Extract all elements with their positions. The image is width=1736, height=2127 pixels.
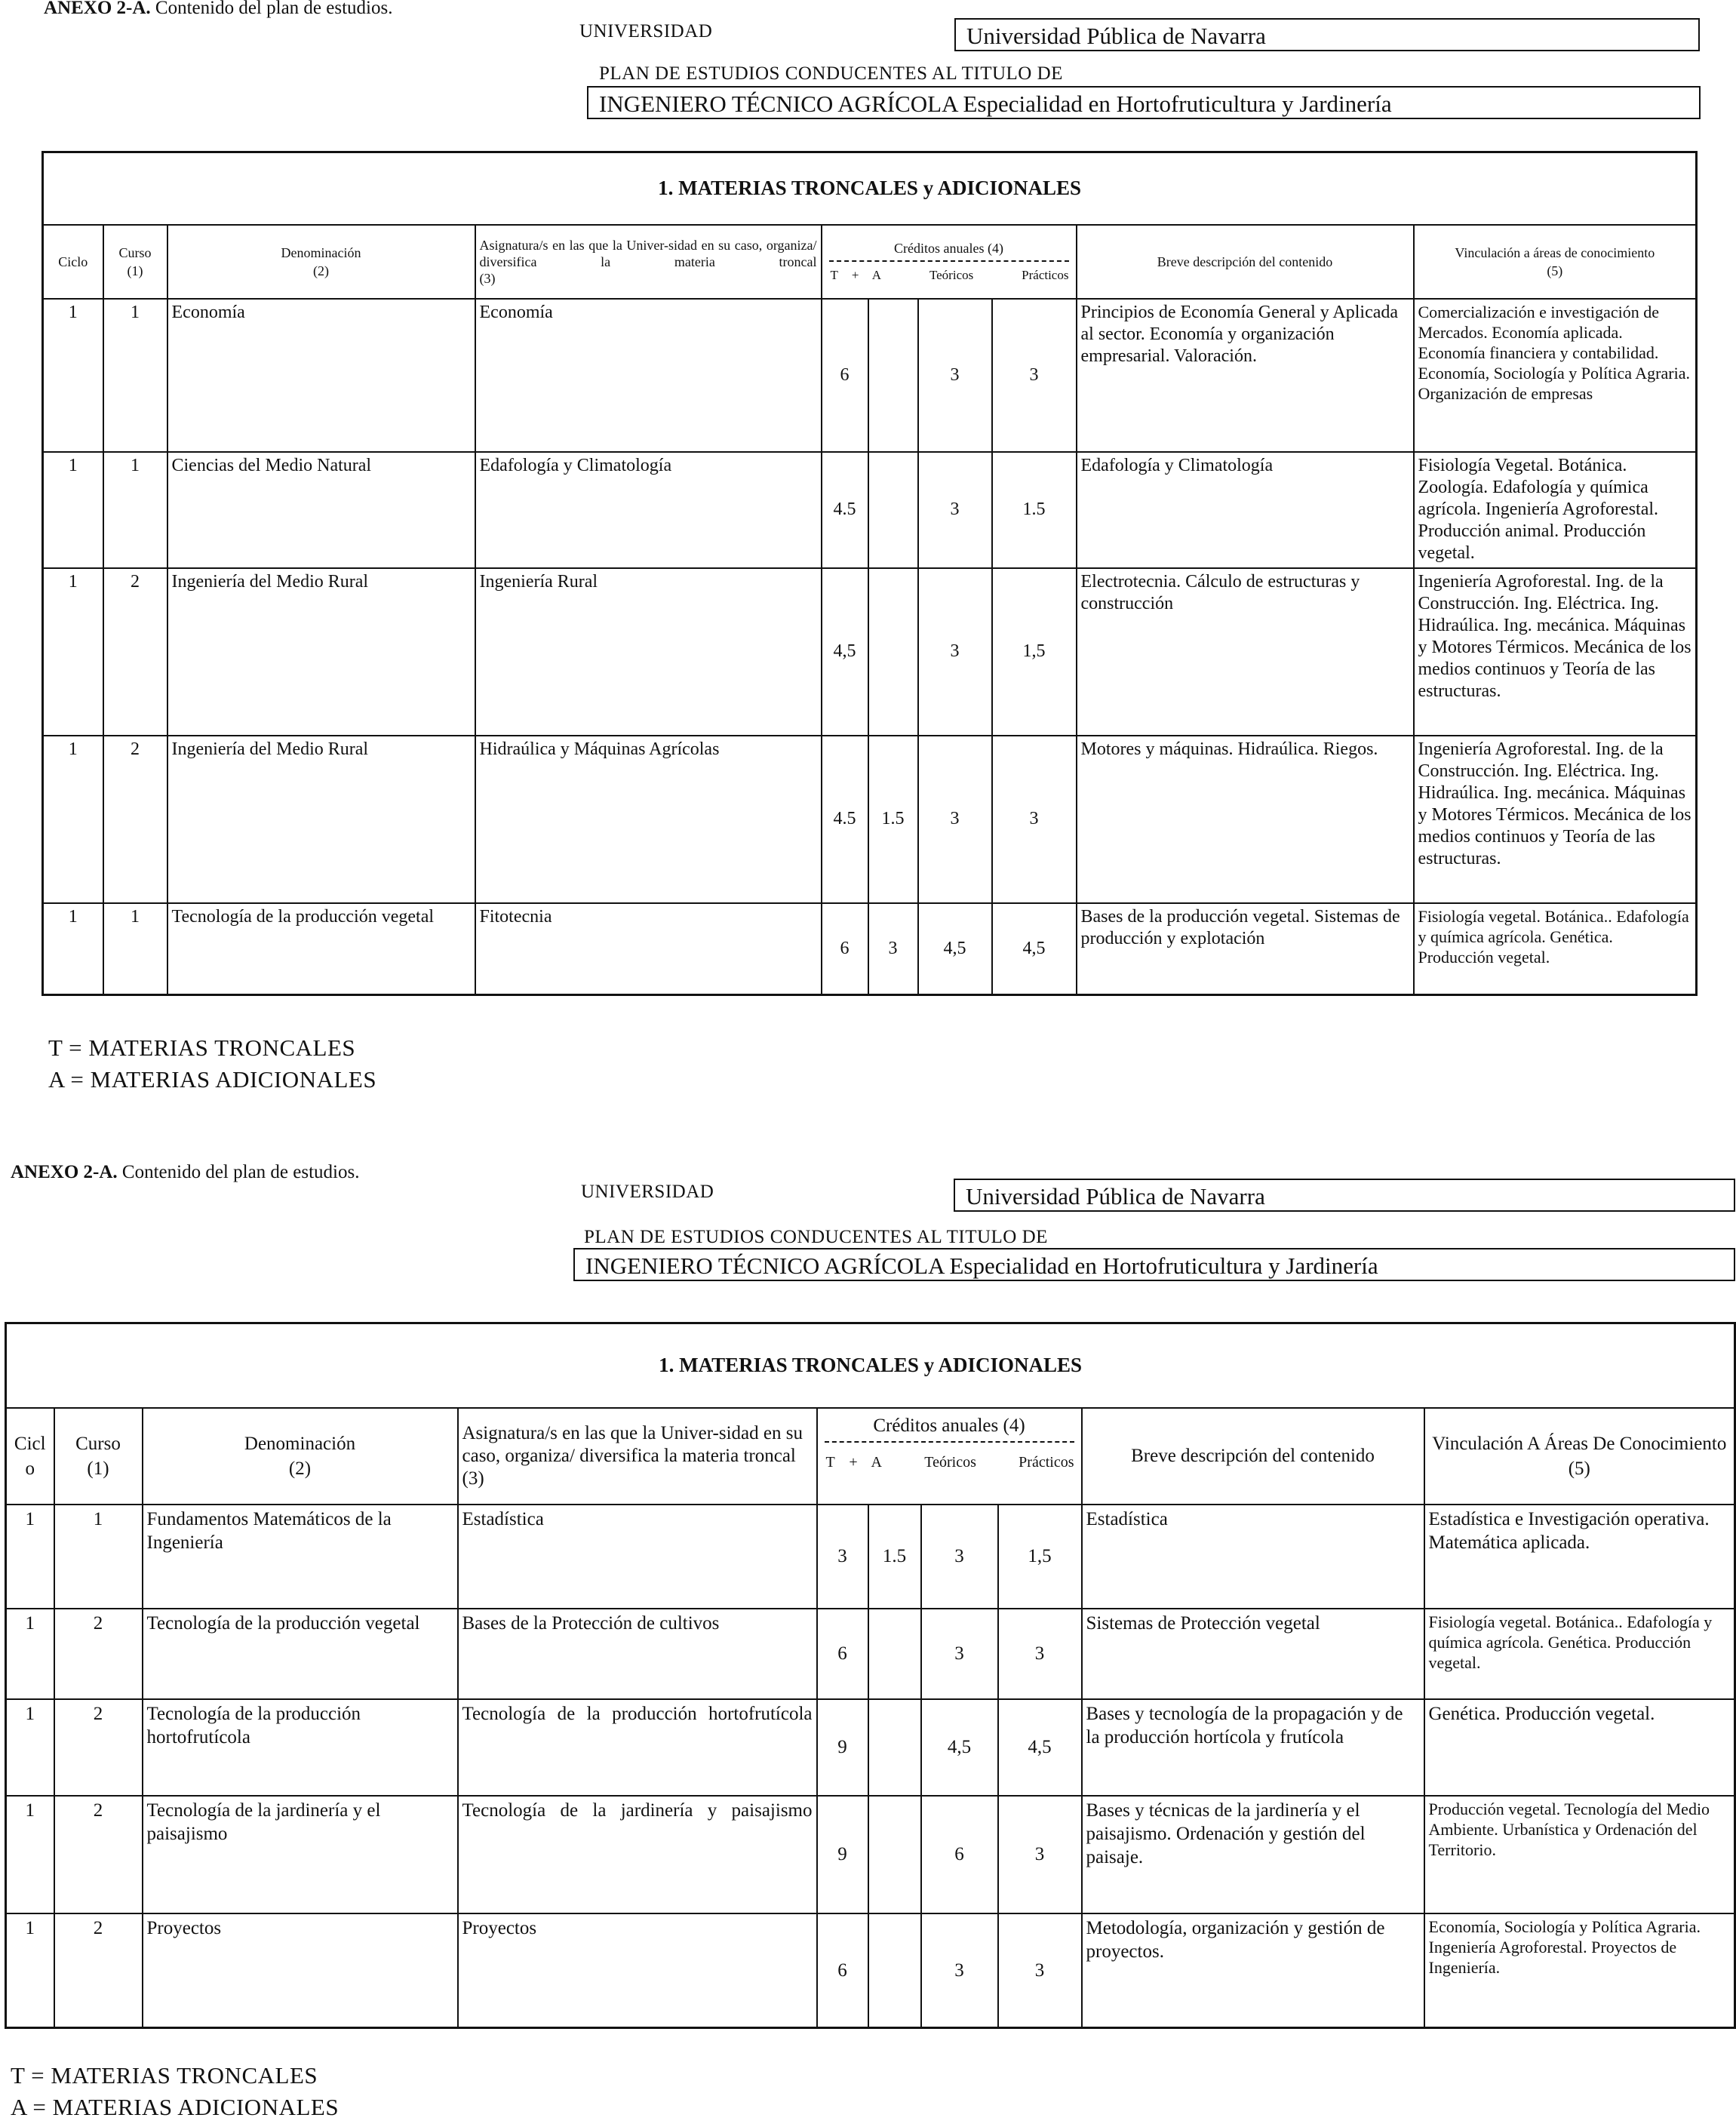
col-asignatura: Asignatura/s en las que la Univer-sidad en su caso, organiza/ diversifica la materia troncal (3) <box>475 225 822 299</box>
universidad-box: Universidad Pública de Navarra <box>954 1179 1735 1212</box>
table-row: 1 1 Tecnología de la producción vegetal Fitotecnia 6 3 4,5 4,5 Bases de la producción vegetal. Sistemas de producción y explotación Fisiología vegetal. Botánica.. Edafología y química agrícola. Genética. Producción vegetal. <box>43 903 1697 995</box>
table-row: 1 2 Tecnología de la producción hortofrutícola Tecnología de la producción hortofrutícola 9 4,5 4,5 Bases y tecnología de la propagación y de la producción hortícola y frutícola Genética. Producción vegetal. <box>6 1699 1735 1796</box>
col-denominacion: Denominación (2) <box>167 225 475 299</box>
materias-table-2 <box>5 1322 1736 2029</box>
plan-label: PLAN DE ESTUDIOS CONDUCENTES AL TITULO DE <box>584 1227 1048 1247</box>
col-asignatura: Asignatura/s en las que la Univer-sidad en su caso, organiza/ diversifica la materia troncal (3) <box>458 1408 817 1505</box>
col-vinculacion: Vinculación a áreas de conocimiento (5) <box>1414 225 1697 299</box>
titulo-box: INGENIERO TÉCNICO AGRÍCOLA Especialidad en Hortofruticultura y Jardinería <box>587 86 1701 119</box>
col-curso: Curso (1) <box>103 225 167 299</box>
table-title: 1. MATERIAS TRONCALES y ADICIONALES <box>6 1323 1735 1408</box>
universidad-label: UNIVERSIDAD <box>579 21 713 41</box>
table-row: 1 2 Proyectos Proyectos 6 3 3 Metodología, organización y gestión de proyectos. Economía, Sociología y Política Agraria. Ingeniería Agroforestal. Proyectos de Ingeniería. <box>6 1913 1735 2028</box>
anexo-heading: ANEXO 2-A. Contenido del plan de estudios. <box>44 0 393 18</box>
legend: T = MATERIAS TRONCALES A = MATERIAS ADICIONALES <box>11 2062 340 2120</box>
col-descripcion: Breve descripción del contenido <box>1082 1408 1424 1505</box>
legend: T = MATERIAS TRONCALES A = MATERIAS ADICIONALES <box>48 1034 377 1093</box>
table-title: 1. MATERIAS TRONCALES y ADICIONALES <box>43 152 1697 225</box>
table-row: 1 2 Tecnología de la jardinería y el paisajismo Tecnología de la jardinería y paisajismo 9 6 3 Bases y técnicas de la jardinería y el paisajismo. Ordenación y gestión del paisaje. Producción vegetal. Tecnología del Medio Ambiente. Urbanística y Ordenación del Territorio. <box>6 1796 1735 1913</box>
table-row: 1 2 Ingeniería del Medio Rural Ingeniería Rural 4,5 3 1,5 Electrotecnia. Cálculo de estructuras y construcción Ingeniería Agroforestal. Ing. de la Construcción. Ing. Eléctrica. Ing. Hidraúlica. Ing. mecánica. Máquinas y Motores Térmicos. Mecánica de los medios continuos y Teoría de las estructuras. <box>43 568 1697 736</box>
col-curso: Curso (1) <box>54 1408 143 1505</box>
universidad-label: UNIVERSIDAD <box>581 1182 714 1202</box>
plan-label: PLAN DE ESTUDIOS CONDUCENTES AL TITULO DE <box>599 63 1063 84</box>
col-ciclo: Ciclo <box>43 225 103 299</box>
titulo-box: INGENIERO TÉCNICO AGRÍCOLA Especialidad en Hortofruticultura y Jardinería <box>573 1248 1735 1281</box>
anexo-heading: ANEXO 2-A. Contenido del plan de estudios. <box>11 1162 360 1182</box>
universidad-box: Universidad Pública de Navarra <box>954 18 1700 51</box>
table-row: 1 2 Tecnología de la producción vegetal Bases de la Protección de cultivos 6 3 3 Sistemas de Protección vegetal Fisiología vegetal. Botánica.. Edafología y química agrícola. Genética. Producción vegetal. <box>6 1609 1735 1699</box>
table-row: 1 2 Ingeniería del Medio Rural Hidraúlica y Máquinas Agrícolas 4.5 1.5 3 3 Motores y máquinas. Hidraúlica. Riegos. Ingeniería Agroforestal. Ing. de la Construcción. Ing. Eléctrica. Ing. Hidraúlica. Ing. mecánica. Máquinas y Motores Térmicos. Mecánica de los medios continuos y Teoría de las estructuras. <box>43 736 1697 903</box>
table-row: 1 1 Fundamentos Matemáticos de la Ingeniería Estadística 3 1.5 3 1,5 Estadística Estadística e Investigación operativa. Matemática aplicada. <box>6 1505 1735 1609</box>
table-row: 1 1 Ciencias del Medio Natural Edafología y Climatología 4.5 3 1.5 Edafología y Climatología Fisiología Vegetal. Botánica. Zoología. Edafología y química agrícola. Ingeniería Agroforestal. Producción animal. Producción vegetal. <box>43 452 1697 568</box>
col-vinculacion: Vinculación A Áreas De Conocimiento (5) <box>1424 1408 1735 1505</box>
col-denominacion: Denominación (2) <box>143 1408 458 1505</box>
col-ciclo: Cicl o <box>6 1408 54 1505</box>
page-2 <box>0 1154 1736 2127</box>
col-creditos: Créditos anuales (4) T + A Teóricos Prácticos <box>822 225 1077 299</box>
table-row: 1 1 Economía Economía 6 3 3 Principios de Economía General y Aplicada al sector. Economía y organización empresarial. Valoración. Comercialización e investigación de Mercados. Economía aplicada. Economía financiera y contabilidad. Economía, Sociología y Política Agraria. Organización de empresas <box>43 299 1697 452</box>
col-creditos: Créditos anuales (4) T + A Teóricos Prácticos <box>817 1408 1082 1505</box>
materias-table-1 <box>41 151 1698 996</box>
col-descripcion: Breve descripción del contenido <box>1077 225 1414 299</box>
